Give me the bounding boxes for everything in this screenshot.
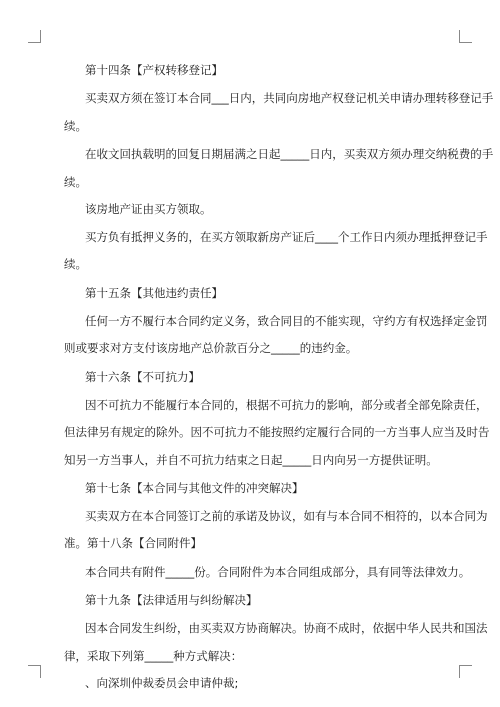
text-line: 、向深圳仲裁委员会申请仲裁; bbox=[85, 676, 239, 690]
text-line: 续。 bbox=[64, 119, 87, 133]
text-line: 第十九条【法律适用与纠纷解决】 bbox=[85, 593, 258, 607]
crop-mark-top-left bbox=[28, 30, 41, 43]
text-line: 本合同共有附件_____份。合同附件为本合同组成部分，具有同等法律效力。 bbox=[85, 565, 471, 579]
text-line: 第十五条【其他违约责任】 bbox=[85, 286, 223, 300]
crop-mark-bottom-left bbox=[28, 665, 41, 678]
text-line: 准。第十八条【合同附件】 bbox=[64, 536, 202, 550]
crop-mark-bottom-right bbox=[459, 665, 472, 678]
text-line: 续。 bbox=[64, 257, 87, 271]
text-line: 则或要求对方支付该房地产总价款百分之_____的违约金。 bbox=[64, 341, 358, 355]
text-line: 在收文回执载明的回复日期届满之日起_____日内，买卖双方须办理交纳税费的手 bbox=[85, 147, 494, 161]
text-line: 第十四条【产权转移登记】 bbox=[85, 63, 223, 77]
text-line: 该房地产证由买方领取。 bbox=[85, 202, 212, 216]
text-line: 第十七条【本合同与其他文件的冲突解决】 bbox=[85, 481, 304, 495]
text-line: 续。 bbox=[64, 175, 87, 189]
text-line: 律，采取下列第_____种方式解决： bbox=[64, 649, 243, 663]
text-line: 买卖双方须在签订本合同___日内，共同向房地产权登记机关申请办理转移登记手 bbox=[85, 91, 494, 105]
text-line: 但法律另有规定的除外。因不可抗力不能按照约定履行合同的一方当事人应当及时告 bbox=[64, 425, 490, 439]
text-line: 买方负有抵押义务的，在买方领取新房产证后____个工作日内须办理抵押登记手 bbox=[85, 230, 488, 244]
text-line: 因本合同发生纠纷，由买卖双方协商解决。协商不成时，依据中华人民共和国法 bbox=[85, 621, 488, 635]
text-line: 买卖双方在本合同签订之前的承诺及协议，如有与本合同不相符的，以本合同为 bbox=[85, 509, 488, 523]
text-line: 任何一方不履行本合同约定义务，致合同目的不能实现，守约方有权选择定金罚 bbox=[85, 314, 488, 328]
text-line: 第十六条【不可抗力】 bbox=[85, 370, 200, 384]
crop-mark-top-right bbox=[459, 30, 472, 43]
text-line: 因不可抗力不能履行本合同的，根据不可抗力的影响，部分或者全部免除责任， bbox=[85, 398, 488, 412]
text-line: 知另一方当事人，并自不可抗力结束之日起_____日内向另一方提供证明。 bbox=[64, 453, 438, 467]
